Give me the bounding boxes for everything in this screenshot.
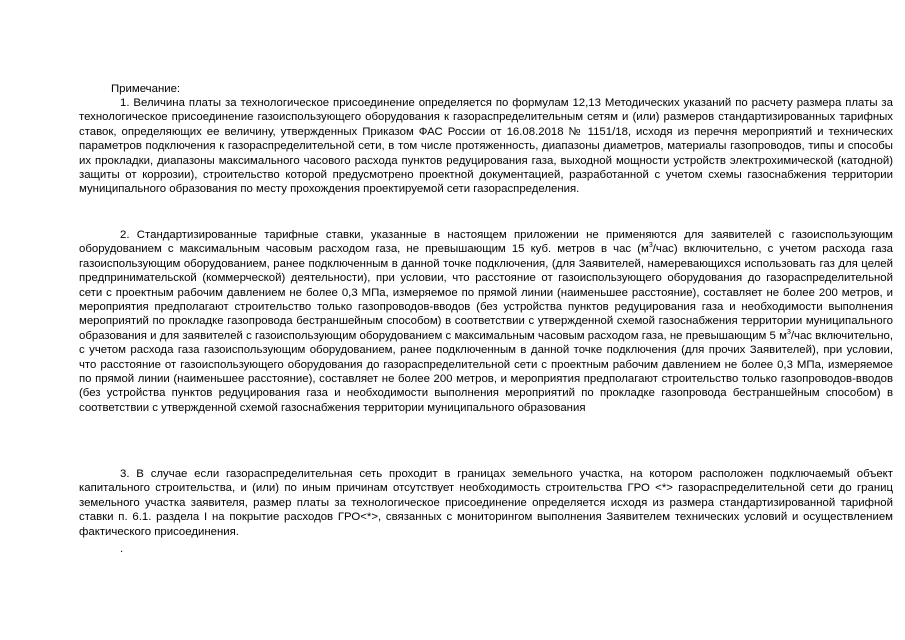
paragraph-3-text: 3. В случае если газораспределительная сеть проходит в границах земельного участка, на котором расположен подключаемый объект капитального строительства, и (или) по иным причинам отсутствует необходимость строительства ГРО <*> газораспределительной сети до границ земельного участка заявителя, размер платы за технологическое присоединение определяется исходя из размера стандартизированной тарифной ставки п. 6.1. раздела I на покрытие расходов ГРО<*>, связанных с мониторингом выполнения Заявителем технических условий и осуществлением фактического присоединения. [79,468,893,538]
superscript-3: 3 [786,328,791,336]
paragraph-3 [79,467,893,539]
paragraph-2-part-c: /час включительно, с учетом расхода газа газоиспользующим оборудованием, ранее подключенным в данной точке подключения (для прочих Заявителей), при условии, что расстояние от газоиспользующего оборудования до газораспределительной сети с проектным рабочим давлением не более 0,3 МПа, измеряемое по прямой линии (наименьшее расстояние), составляет не более 200 метров, и мероприятия предполагают строительство только газопроводов-вводов (без устройства пунктов редуцирования газа и необходимости выполнения мероприятий по прокладке газопровода бестраншейным способом) в соответствии с утвержденной схемой газоснабжения территории муниципального образования [79,329,893,414]
note-title: Примечание: [111,83,181,95]
paragraph-2-part-b: /час) включительно, с учетом расхода газа газоиспользующим оборудованием, ранее подключенным в данной точке подключения, (для Заявителей, намеревающихся использовать газ для целей предпринимательской (коммерческой) деятельности), при условии, что расстояние от газоиспользующего оборудования до газораспределительной сети с проектным рабочим давлением не более 0,3 МПа, измеряемое по прямой линии (наименьшее расстояние), составляет не более 200 метров, и мероприятия предполагают строительство только газопроводов-вводов (без устройства пунктов редуцирования газа и необходимости выполнения мероприятий по прокладке газопровода бестраншейным способом) в соответствии с утвержденной схемой газоснабжения территории муниципального образования и для заявителей с газоиспользующим оборудованием с максимальным часовым расходом газа, не превышающим 5 м [79,243,894,342]
paragraph-2-text [79,228,893,415]
paragraph-2 [79,228,893,415]
paragraph-1-text: 1. Величина платы за технологическое присоединение определяется по формулам 12,13 Методических указаний по расчету размера платы за технологическое присоединение газоиспользующего оборудования к газораспределительным сетям и (или) размеров стандартизированных тарифных ставок, определяющих ее величину, утвержденных Приказом ФАС России от 16.08.2018 № 1151/18, исходя из перечня мероприятий и технических параметров подключения к газораспределительной сети, в том числе протяженность, диапазоны диаметров, материалы газопроводов, типы и способы их прокладки, диапазоны максимального часового расхода пунктов редуцирования газа, выходной мощности устройств электрохимической (катодной) защиты от коррозии), строительство которой предусмотрено проектной документацией, разработанной с учетом схемы газоснабжения территории муниципального образования по месту прохождения проектируемой сети газораспределения. [79,97,893,196]
trailing-dot: . [120,543,124,555]
superscript-3: 3 [648,242,653,250]
paragraph-2-part-a: 2. Стандартизированные тарифные ставки, указанные в настоящем приложении не применяются для заявителей с газоиспользующим оборудованием с максимальным часовым расходом газа, не превышающим 15 куб. метров в час (м [79,229,893,256]
paragraph-1 [79,96,893,197]
